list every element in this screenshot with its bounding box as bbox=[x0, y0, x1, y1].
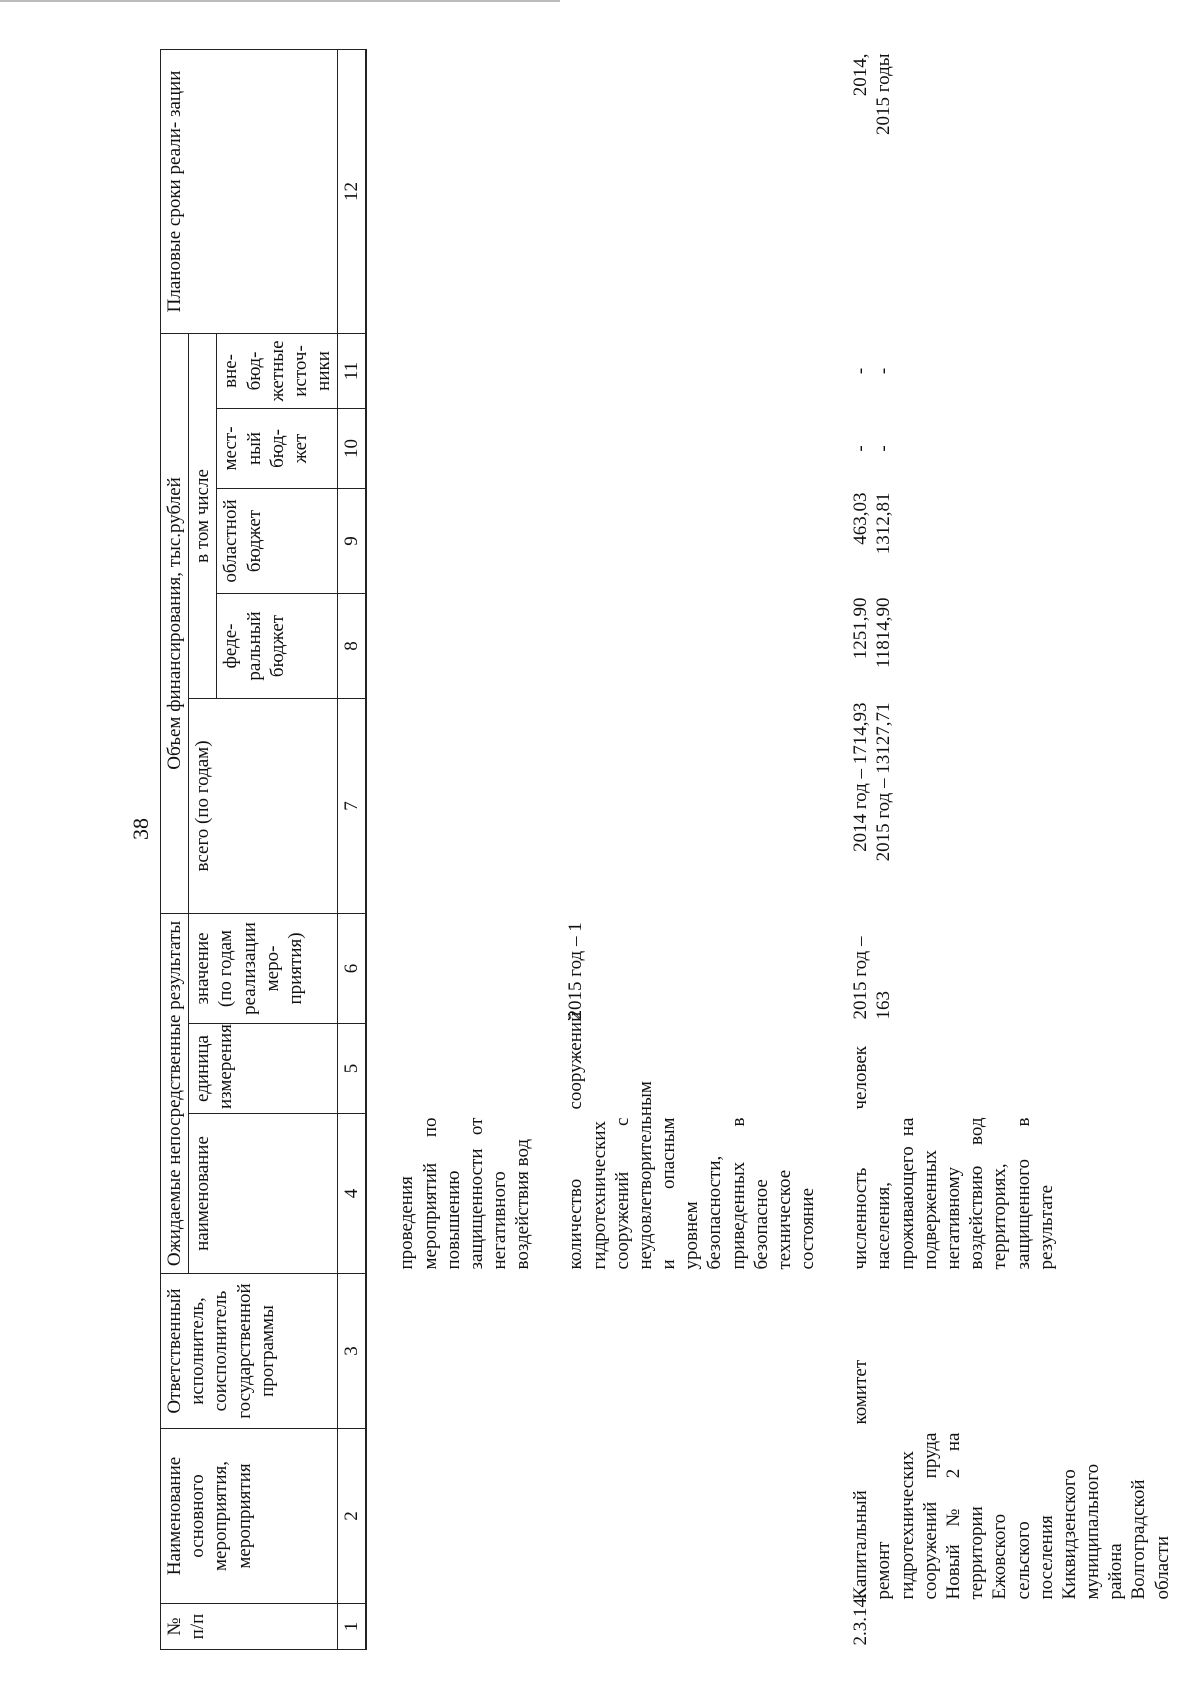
col-num-9: 9 bbox=[338, 488, 367, 593]
extra-cell bbox=[847, 333, 1175, 408]
scan-edge-line bbox=[0, 0, 560, 2]
indicator-cell: количество гидротехнических сооружений с неудовлетворительным и опасным уровнем безопасности, приведенных в безопасное техническое состояние bbox=[565, 1081, 819, 1270]
col-num-11: 11 bbox=[338, 333, 367, 408]
col-num-12: 12 bbox=[338, 49, 367, 333]
col-num-4: 4 bbox=[338, 1114, 367, 1274]
unit-cell: сооружений bbox=[565, 1011, 587, 1110]
table-row bbox=[393, 49, 536, 1649]
header-name: Наименование основного мероприятия, мероприятия bbox=[161, 1429, 338, 1604]
measure-name: Капитальный ремонт гидротехнических сооружений пруда Новый № 2 на территории Ежовского сельского поселения Киквидзенского муниципального района Волгоградской области bbox=[850, 1432, 1173, 1600]
header-local: мест- ный бюд- жет bbox=[217, 408, 338, 488]
regional-2014: 463,03 bbox=[850, 492, 872, 545]
extra-2014: - bbox=[850, 367, 872, 375]
table-row bbox=[847, 49, 1175, 1649]
terms-cell bbox=[847, 49, 1175, 333]
local-cell bbox=[847, 408, 1175, 488]
program-table bbox=[160, 49, 1176, 1650]
total-2015: 2015 год – 13127,71 bbox=[873, 702, 895, 862]
indicator-cell: проведения мероприятий по повышению защищенности от негативного воздействия вод bbox=[396, 1117, 534, 1270]
header-federal: феде- ральный бюджет bbox=[217, 593, 338, 698]
value-cell: 2015 год – 1 bbox=[565, 922, 587, 1020]
header-incl: в том числе bbox=[189, 333, 217, 698]
col-num-10: 10 bbox=[338, 408, 367, 488]
header-res-name: наименование bbox=[189, 1114, 338, 1274]
table-row bbox=[562, 49, 821, 1649]
col-num-2: 2 bbox=[338, 1429, 367, 1604]
federal-cell bbox=[847, 593, 1175, 698]
federal-2015: 11814,90 bbox=[873, 597, 895, 669]
header-terms: Плановые сроки реали- зации bbox=[161, 49, 338, 333]
local-2015: - bbox=[873, 445, 895, 452]
unit-cell: человек bbox=[850, 1046, 872, 1110]
total-2014: 2014 год – 1714,93 bbox=[850, 702, 872, 852]
col-num-5: 5 bbox=[338, 1024, 367, 1114]
header-finance: Объем финансирования, тыс.рублей bbox=[161, 333, 189, 913]
col-num-1: 1 bbox=[338, 1604, 367, 1650]
col-num-6: 6 bbox=[338, 913, 367, 1023]
value-cell: 2015 год – 163 bbox=[850, 936, 895, 1020]
terms-line-1: 2014, bbox=[850, 53, 872, 97]
header-extra: вне- бюд- жетные источ- ники bbox=[217, 333, 338, 408]
header-results: Ожидаемые непосредственные результаты bbox=[161, 913, 189, 1273]
regional-cell bbox=[847, 488, 1175, 593]
col-num-8: 8 bbox=[338, 593, 367, 698]
regional-2015: 1312,81 bbox=[873, 492, 895, 555]
rotated-table-page bbox=[160, 50, 1190, 1650]
total-cell bbox=[847, 698, 1175, 913]
col-num-7: 7 bbox=[338, 698, 367, 913]
row-number: 2.3.14. bbox=[850, 1593, 872, 1646]
terms-line-2: 2015 годы bbox=[873, 53, 895, 135]
header-responsible: Ответственный исполнитель, соисполнитель государственной программы bbox=[161, 1274, 338, 1429]
header-num: № п/п bbox=[161, 1604, 338, 1650]
indicator-cell: численность населения, проживающего на подверженных негативному воздействию вод территориях, защищенного в результате bbox=[850, 1117, 1057, 1270]
header-regional: областной бюджет bbox=[217, 488, 338, 593]
responsible-cell: комитет bbox=[850, 1359, 872, 1425]
extra-2015: - bbox=[873, 367, 895, 375]
header-res-unit: единица измерения bbox=[189, 1024, 338, 1114]
page-number: 38 bbox=[128, 818, 153, 840]
federal-2014: 1251,90 bbox=[850, 597, 872, 660]
header-res-value: значение (по годам реализации меро- приятия) bbox=[189, 913, 338, 1023]
header-total: всего (по годам) bbox=[189, 698, 338, 913]
local-2014: - bbox=[850, 445, 872, 452]
col-num-3: 3 bbox=[338, 1274, 367, 1429]
